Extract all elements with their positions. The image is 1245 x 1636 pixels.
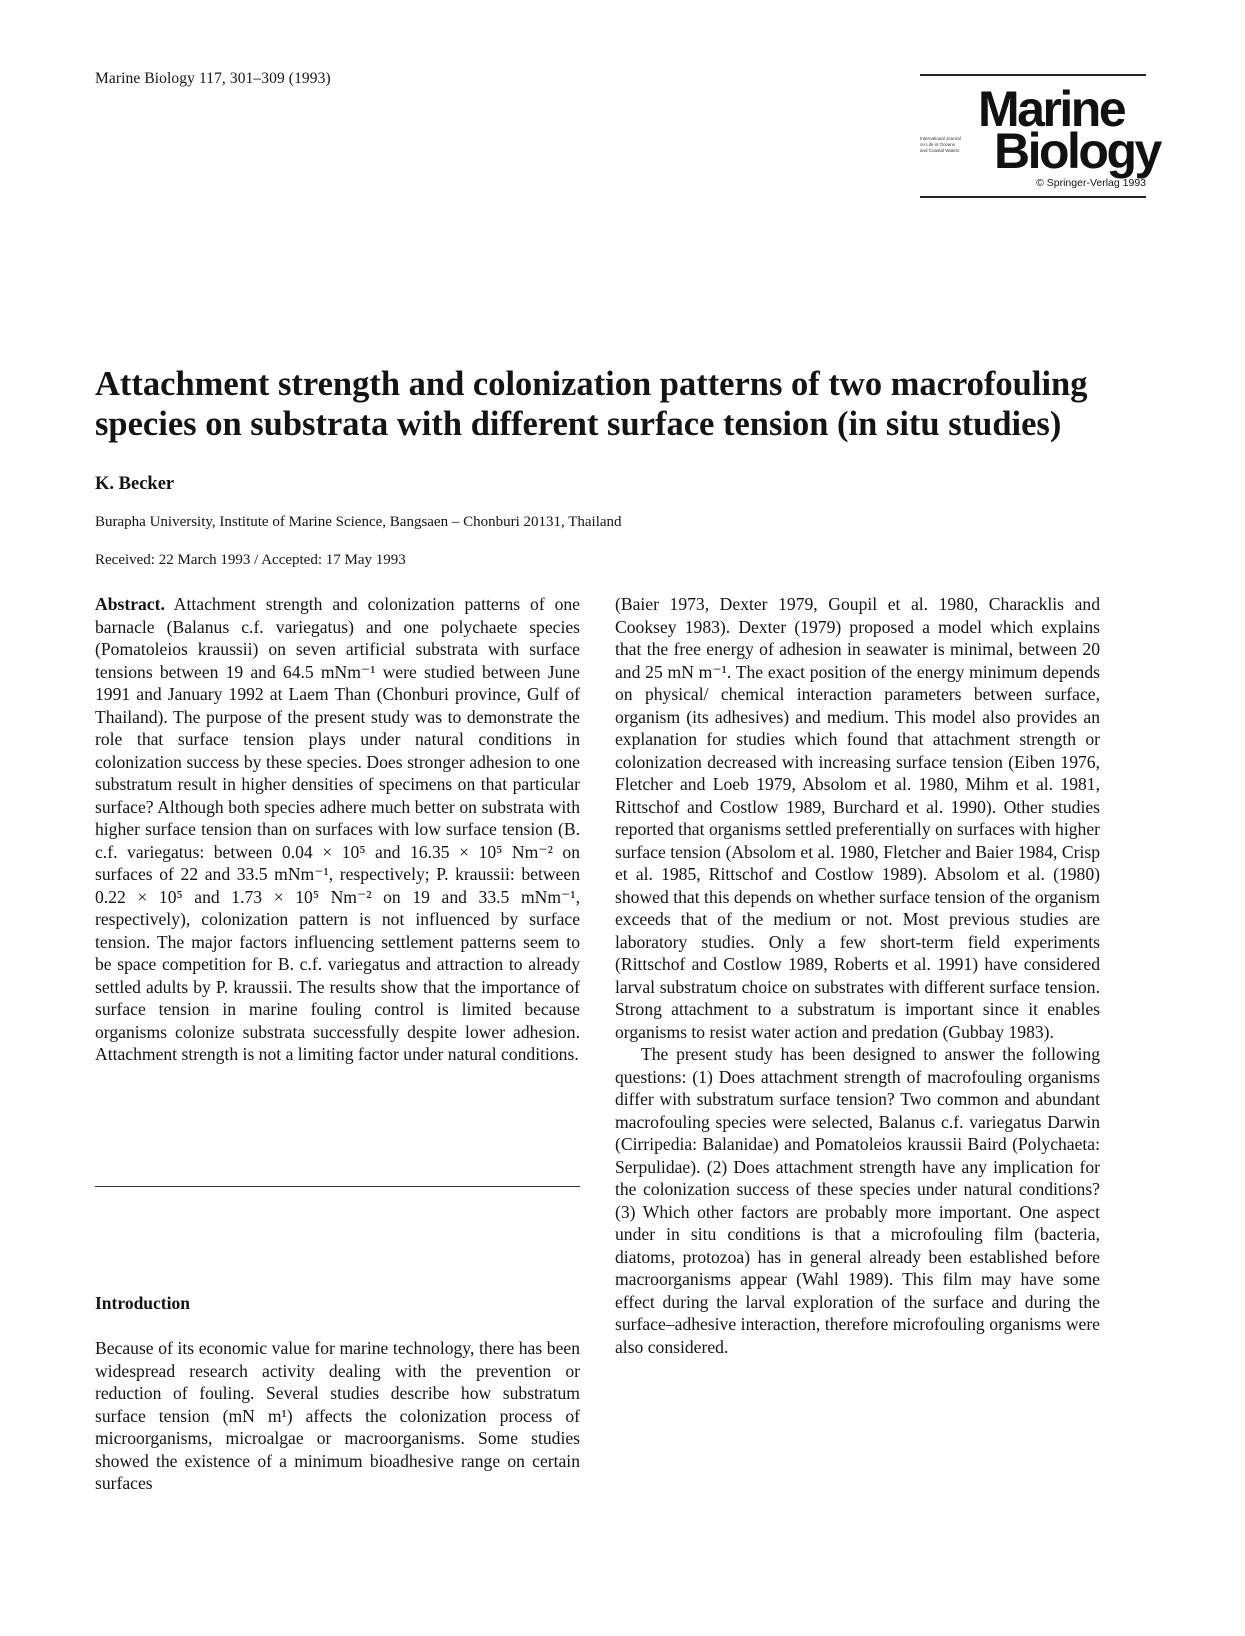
abstract-paragraph (95, 593, 580, 1066)
introduction-body (95, 1337, 580, 1495)
introduction-paragraph: Because of its economic value for marine technology, there has been widespread research activity dealing with the prevention or reduction of fouling. Several studies describe how substratum surface tension (mN m¹) affects the colonization process of microorganisms, microalgae or macroorganisms. Some studies showed the existence of a minimum bioadhesive range on certain surfaces (95, 1338, 580, 1493)
logo-tagline-line: International Journal (920, 136, 961, 141)
author-name: K. Becker (95, 474, 175, 494)
logo-bottom-rule (920, 196, 1146, 198)
introduction-paragraph-continued: (Baier 1973, Dexter 1979, Goupil et al. 1980, Characklis and Cooksey 1983). Dexter (1979) proposed a model which explains that the free energy of adhesion in seawater is minimal, between 20 and 25 mN m⁻¹. The exact position of the energy minimum depends on physical/ chemical interaction parameters between surface, organism (its adhesives) and medium. This model also provides an explanation for studies which found that attachment strength or colonization decreased with increasing surface tension (Eiben 1976, Fletcher and Loeb 1979, Absolom et al. 1980, Mihm et al. 1981, Rittschof and Costlow 1989, Burchard et al. 1990). Other studies reported that organisms settled preferentially on surfaces with higher surface tension (Absolom et al. 1980, Fletcher and Baier 1984, Crisp et al. 1985, Rittschof and Costlow 1989). Absolom et al. (1980) showed that this depends on whether surface tension of the organism exceeds that of the medium or not. Most previous studies are laboratory studies. Only a few short-term field experiments (Rittschof and Costlow 1989, Roberts et al. 1991) have considered larval substratum choice on substrates with different surface tension. Strong attachment to a substratum is important since it enables organisms to resist water action and predation (Gubbay 1983). (615, 594, 1100, 1042)
author-affiliation: Burapha University, Institute of Marine Science, Bangsaen – Chonburi 20131, Thailand (95, 514, 622, 530)
abstract-divider (95, 1186, 580, 1187)
logo-word-biology: Biology (994, 123, 1160, 179)
journal-citation: Marine Biology 117, 301–309 (1993) (95, 70, 331, 87)
introduction-paragraph-2: The present study has been designed to answer the following questions: (1) Does attachment strength of macrofouling organisms differ with substratum surface tension? Two common and abundant macrofouling species were selected, Balanus c.f. variegatus Darwin (Cirripedia: Balanidae) and Pomatoleios kraussii Baird (Polychaeta: Serpulidae). (2) Does attachment strength have any implication for the colonization success of these species under natural conditions? (3) Which other factors are probably more important. One aspect under in situ conditions is that a microfouling film (bacteria, diatoms, protozoa) has in general already been established before macroorganisms appear (Wahl 1989). This film may have some effect during the larval exploration of the surface and during the surface–adhesive interaction, therefore microfouling organisms were also considered. (615, 1044, 1100, 1357)
introduction-heading: Introduction (95, 1293, 190, 1313)
right-column (615, 593, 1100, 1358)
logo-tagline-line: on Life in Oceans (920, 142, 956, 147)
abstract-label: Abstract. (95, 594, 165, 614)
logo-top-rule (920, 74, 1146, 76)
abstract-block (95, 593, 580, 1066)
journal-logo (920, 74, 1160, 200)
logo-tagline (920, 136, 992, 154)
received-dates: Received: 22 March 1993 / Accepted: 17 May 1993 (95, 552, 406, 568)
article-title: Attachment strength and colonization patterns of two macrofouling species on substrata with different surface tension (in situ studies) (95, 365, 1088, 443)
logo-tagline-line: and Coastal Waters (920, 148, 960, 153)
logo-word-marine: Marine (978, 81, 1125, 137)
abstract-text: Attachment strength and colonization patterns of one barnacle (Balanus c.f. variegatus) and one polychaete species (Pomatoleios kraussii) on seven artificial substrata with surface tensions between 19 and 64.5 mNm⁻¹ were studied between June 1991 and January 1992 at Laem Than (Chonburi province, Gulf of Thailand). The purpose of the present study was to demonstrate the role that surface tension plays under natural conditions in colonization success by these species. Does stronger adhesion to one substratum result in higher densities of specimens on that particular surface? Although both species adhere much better on substrata with higher surface tension than on surfaces with low surface tension (B. c.f. variegatus: between 0.04 × 10⁵ and 16.35 × 10⁵ Nm⁻² on surfaces of 22 and 33.5 mNm⁻¹, respectively; P. kraussii: between 0.22 × 10⁵ and 1.73 × 10⁵ Nm⁻² on 19 and 33.5 mNm⁻¹, respectively), colonization pattern is not influenced by surface tension. The major factors influencing settlement patterns seem to be space competition for B. c.f. variegatus and attraction to already settled adults by P. kraussii. The results show that the importance of surface tension in marine fouling control is limited because organisms colonize substrata successfully despite lower adhesion. Attachment strength is not a limiting factor under natural conditions. (95, 594, 580, 1064)
copyright-notice: © Springer-Verlag 1993 (1036, 177, 1146, 189)
